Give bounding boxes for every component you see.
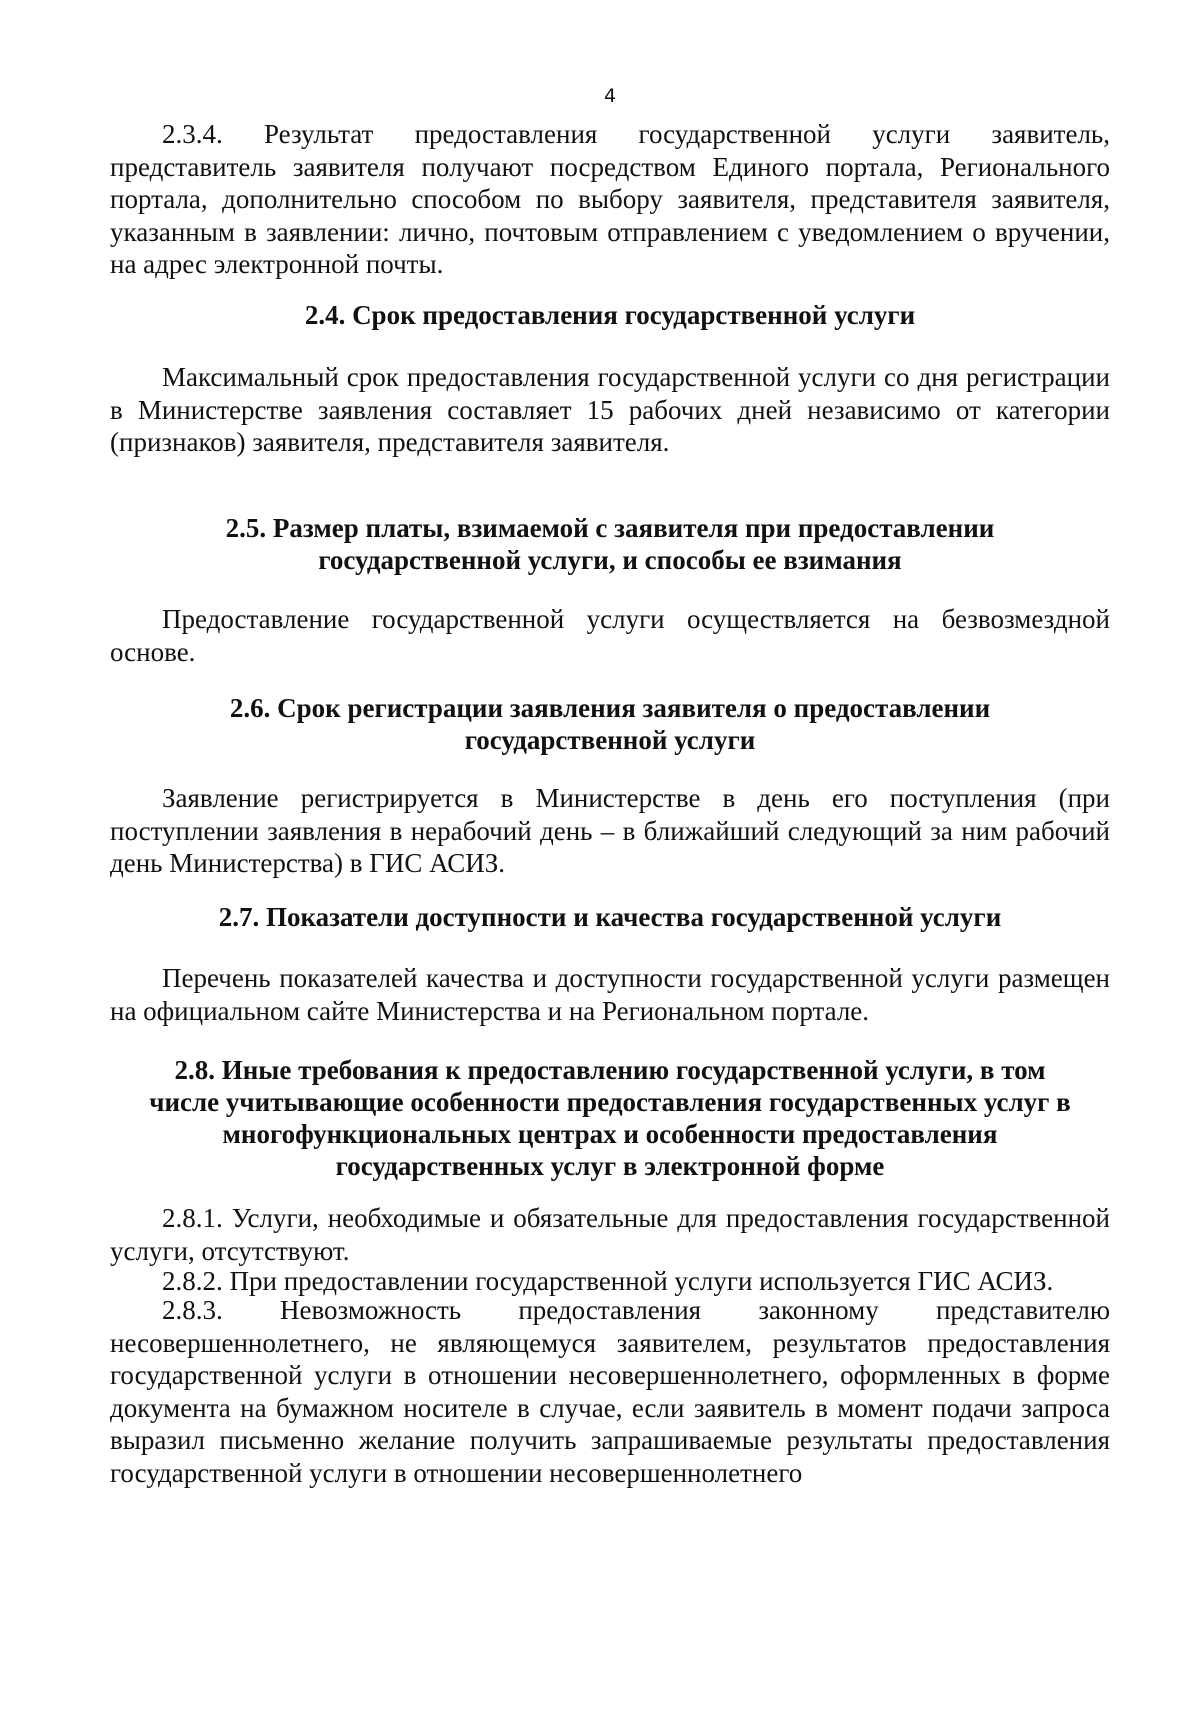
- heading-2-5-line-1: 2.5. Размер платы, взимаемой с заявителя при предоставлении: [225, 513, 995, 543]
- paragraph-2-8-2: 2.8.2. При предоставлении государственной услуги используется ГИС АСИЗ.: [162, 1266, 1054, 1296]
- heading-2-8: [110, 1054, 1110, 1182]
- paragraph-2-3-4: 2.3.4. Результат предоставления государственной услуги заявитель, представитель заявителя получают посредством Единого портала, Регионального портала, дополнительно способом по выбору заявителя, представителя заявителя, указанным в заявлении: лично, почтовым отправлением с уведомлением о вручении, на адрес электронной почты.: [110, 119, 1110, 279]
- heading-2-5-line-2: государственной услуги, и способы ее взимания: [318, 545, 902, 575]
- heading-2-8-line-1: 2.8. Иные требования к предоставлению государственной услуги, в том: [174, 1055, 1046, 1085]
- paragraph-2-4: Максимальный срок предоставления государственной услуги со дня регистрации в Министерстве заявления составляет 15 рабочих дней независимо от категории (признаков) заявителя, представителя заявителя.: [110, 362, 1110, 457]
- heading-2-8-line-2: числе учитывающие особенности предоставления государственных услуг в: [149, 1087, 1071, 1117]
- heading-2-8-line-4: государственных услуг в электронной форме: [335, 1151, 885, 1181]
- page-number: 4: [603, 85, 617, 107]
- paragraph-2-8-3: 2.8.3. Невозможность предоставления законному представителю несовершеннолетнего, не являющемуся заявителем, результатов предоставления государственной услуги в отношении несовершеннолетнего, оформленных в форме документа на бумажном носителе в случае, если заявитель в момент подачи запроса выразил письменно желание получить запрашиваемые результаты предоставления государственной услуги в отношении несовершеннолетнего: [110, 1295, 1110, 1488]
- paragraph-2-8-1: 2.8.1. Услуги, необходимые и обязательные для предоставления государственной услуги, отсутствуют.: [110, 1203, 1110, 1266]
- heading-2-4: [110, 299, 1110, 331]
- heading-2-8-line-3: многофункциональных центрах и особенности предоставления: [222, 1119, 998, 1149]
- heading-2-4-line: 2.4. Срок предоставления государственной услуги: [304, 300, 916, 330]
- heading-2-6-line-2: государственной услуги: [464, 725, 756, 755]
- heading-2-6: [110, 692, 1110, 756]
- heading-2-6-line-1: 2.6. Срок регистрации заявления заявителя о предоставлении: [229, 693, 991, 723]
- heading-2-7-line: 2.7. Показатели доступности и качества государственной услуги: [218, 902, 1002, 932]
- paragraph-2-7: Перечень показателей качества и доступности государственной услуги размещен на официальном сайте Министерства и на Региональном портале.: [110, 963, 1110, 1026]
- paragraph-2-6: Заявление регистрируется в Министерстве в день его поступления (при поступлении заявления в нерабочий день – в ближайший следующий за ним рабочий день Министерства) в ГИС АСИЗ.: [110, 783, 1110, 878]
- paragraph-2-5: Предоставление государственной услуги осуществляется на безвозмездной основе.: [110, 604, 1110, 667]
- heading-2-5: [110, 512, 1110, 576]
- heading-2-7: [110, 901, 1110, 933]
